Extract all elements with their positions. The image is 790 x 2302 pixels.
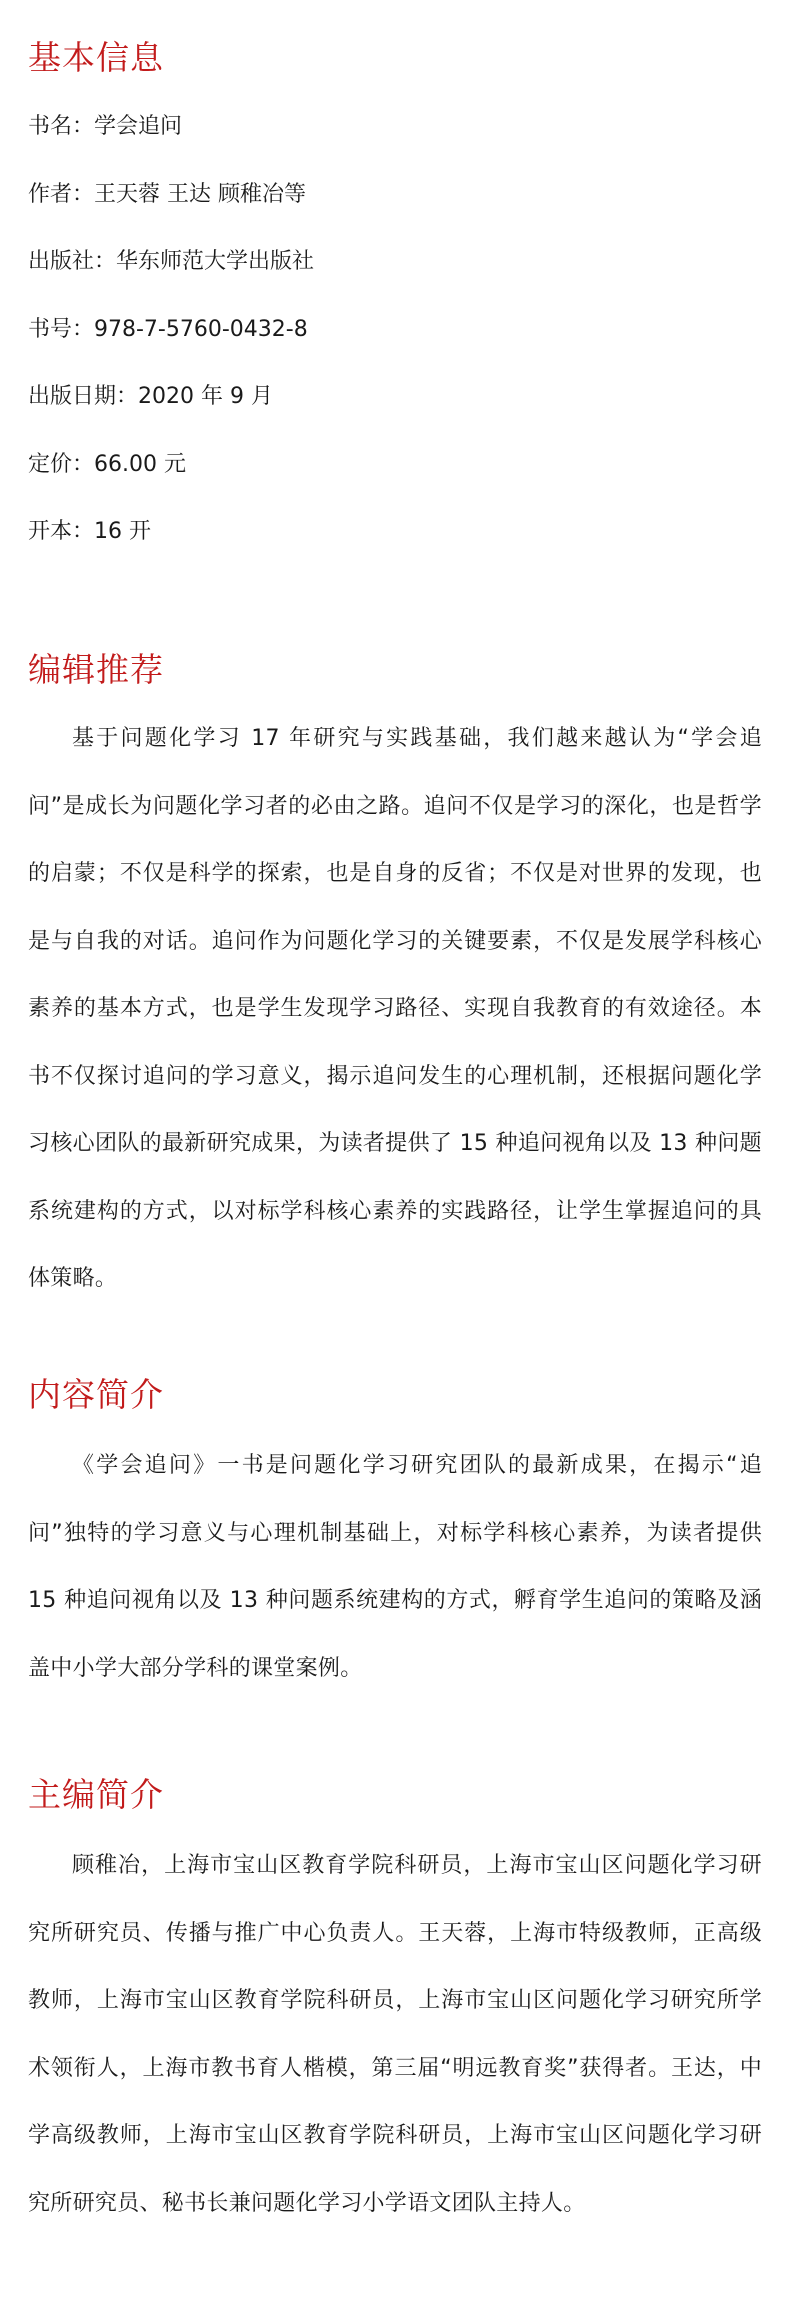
section-title-basic-info: 基本信息 [28, 38, 164, 77]
info-line-publisher: 出版社：华东师范大学出版社 [28, 249, 315, 274]
content-summary-paragraph: 《学会追问》一书是问题化学习研究团队的最新成果，在揭示“追问”独特的学习意义与心理机制基础上，对标学科核心素养，为读者提供 15 种追问视角以及 13 种问题系统建构的方式，孵育学生追问的策略及涵盖中小学大部分学科的课堂案例。 [28, 1453, 762, 1681]
editor-bio-paragraph: 顾稚冶，上海市宝山区教育学院科研员，上海市宝山区问题化学习研究所研究员、传播与推广中心负责人。王天蓉，上海市特级教师，正高级教师，上海市宝山区教育学院科研员，上海市宝山区问题化学习研究所学术领衔人，上海市教书育人楷模，第三届“明远教育奖”获得者。王达，中学高级教师，上海市宝山区教育学院科研员，上海市宝山区问题化学习研究所研究员、秘书长兼问题化学习小学语文团队主持人。 [28, 1853, 762, 2216]
info-line-isbn: 书号：978-7-5760-0432-8 [28, 316, 308, 342]
info-line-price: 定价：66.00 元 [28, 451, 186, 477]
section-title-content-summary: 内容简介 [28, 1375, 164, 1414]
info-line-publish-date: 出版日期：2020 年 9 月 [28, 384, 273, 409]
info-line-book-name: 书名：学会追问 [28, 114, 183, 139]
info-line-authors: 作者：王天蓉 王达 顾稚冶等 [28, 181, 306, 207]
section-title-editor-recommendation: 编辑推荐 [28, 650, 164, 689]
editor-recommendation-paragraph: 基于问题化学习 17 年研究与实践基础，我们越来越认为“学会追问”是成长为问题化学习者的必由之路。追问不仅是学习的深化，也是哲学的启蒙；不仅是科学的探索，也是自身的反省；不仅是对世界的发现，也是与自我的对话。追问作为问题化学习的关键要素，不仅是发展学科核心素养的基本方式，也是学生发现学习路径、实现自我教育的有效途径。本书不仅探讨追问的学习意义，揭示追问发生的心理机制，还根据问题化学习核心团队的最新研究成果，为读者提供了 15 种追问视角以及 13 种问题系统建构的方式，以对标学科核心素养的实践路径，让学生掌握追问的具体策略。 [28, 726, 762, 1291]
basic-info-list [28, 112, 314, 585]
section-title-editor-bio: 主编简介 [28, 1775, 164, 1814]
info-line-format: 开本：16 开 [28, 519, 151, 544]
